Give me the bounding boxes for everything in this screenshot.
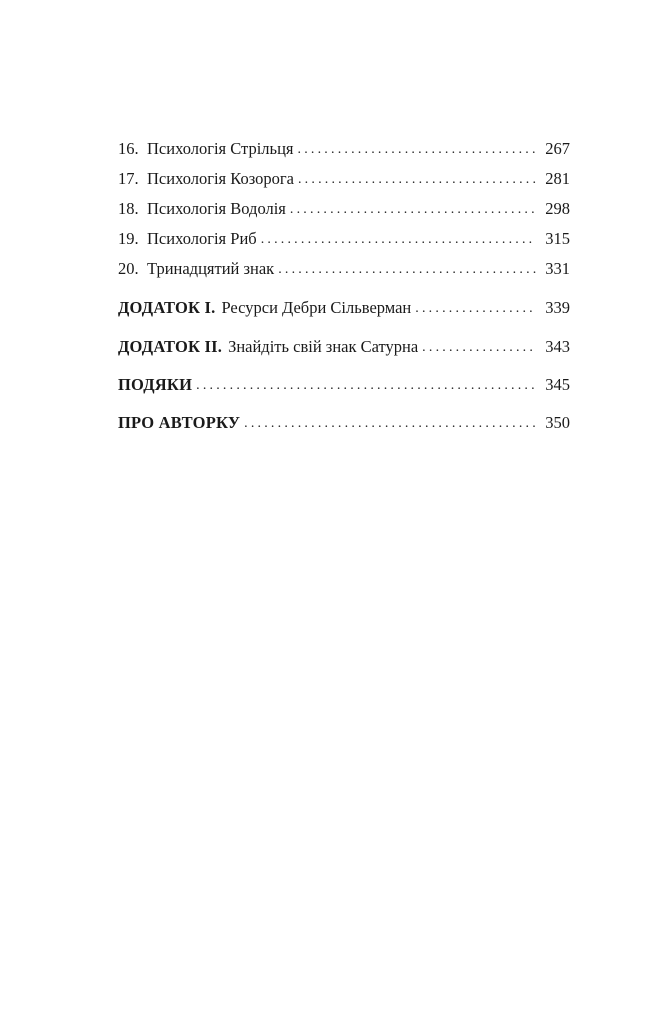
chapter-number: 19.: [118, 229, 139, 248]
toc-entry-chapter-16[interactable]: [118, 134, 570, 164]
chapter-title: Психологія Козорога: [147, 169, 294, 188]
page-number: 298: [545, 199, 570, 218]
dot-leader: [422, 333, 536, 363]
dot-leader: [415, 294, 536, 324]
toc-entry-chapter-17[interactable]: [118, 164, 570, 194]
page-number: 350: [545, 413, 570, 432]
chapter-number: 17.: [118, 169, 139, 188]
chapter-number: 18.: [118, 199, 139, 218]
section-label: ПОДЯКИ: [118, 375, 193, 394]
toc-entry-acknowledgements[interactable]: [118, 370, 570, 400]
page-number: 315: [545, 229, 570, 248]
chapter-title: Тринадцятий знак: [147, 259, 275, 278]
page-number: 339: [545, 298, 570, 317]
chapter-title: Психологія Риб: [147, 229, 257, 248]
dot-leader: [196, 371, 536, 401]
page-number: 281: [545, 169, 570, 188]
toc-entry-chapter-20[interactable]: [118, 254, 570, 284]
chapter-number: 16.: [118, 139, 139, 158]
page-number: 267: [545, 139, 570, 158]
appendix-title: Ресурси Дебри Сільверман: [221, 298, 412, 317]
section-label: ПРО АВТОРКУ: [118, 413, 241, 432]
dot-leader: [261, 225, 536, 255]
appendix-title: Знайдіть свій знак Сатурна: [228, 337, 419, 356]
chapter-title: Психологія Стрільця: [147, 139, 294, 158]
toc-entry-about-author[interactable]: [118, 408, 570, 438]
toc-entry-chapter-18[interactable]: [118, 194, 570, 224]
dot-leader: [290, 195, 536, 225]
dot-leader: [278, 255, 536, 285]
chapter-number: 20.: [118, 259, 139, 278]
toc-entry-chapter-19[interactable]: [118, 224, 570, 254]
chapter-title: Психологія Водолія: [147, 199, 286, 218]
page-number: 331: [545, 259, 570, 278]
page-number: 345: [545, 375, 570, 394]
appendix-label: ДОДАТОК ІІ.: [118, 337, 223, 356]
toc-entry-appendix-1[interactable]: [118, 293, 570, 323]
dot-leader: [298, 165, 536, 195]
dot-leader: [298, 135, 537, 165]
appendix-label: ДОДАТОК І.: [118, 298, 216, 317]
toc-entry-appendix-2[interactable]: [118, 332, 570, 362]
page-number: 343: [545, 337, 570, 356]
dot-leader: [244, 409, 536, 439]
table-of-contents: [118, 134, 570, 438]
